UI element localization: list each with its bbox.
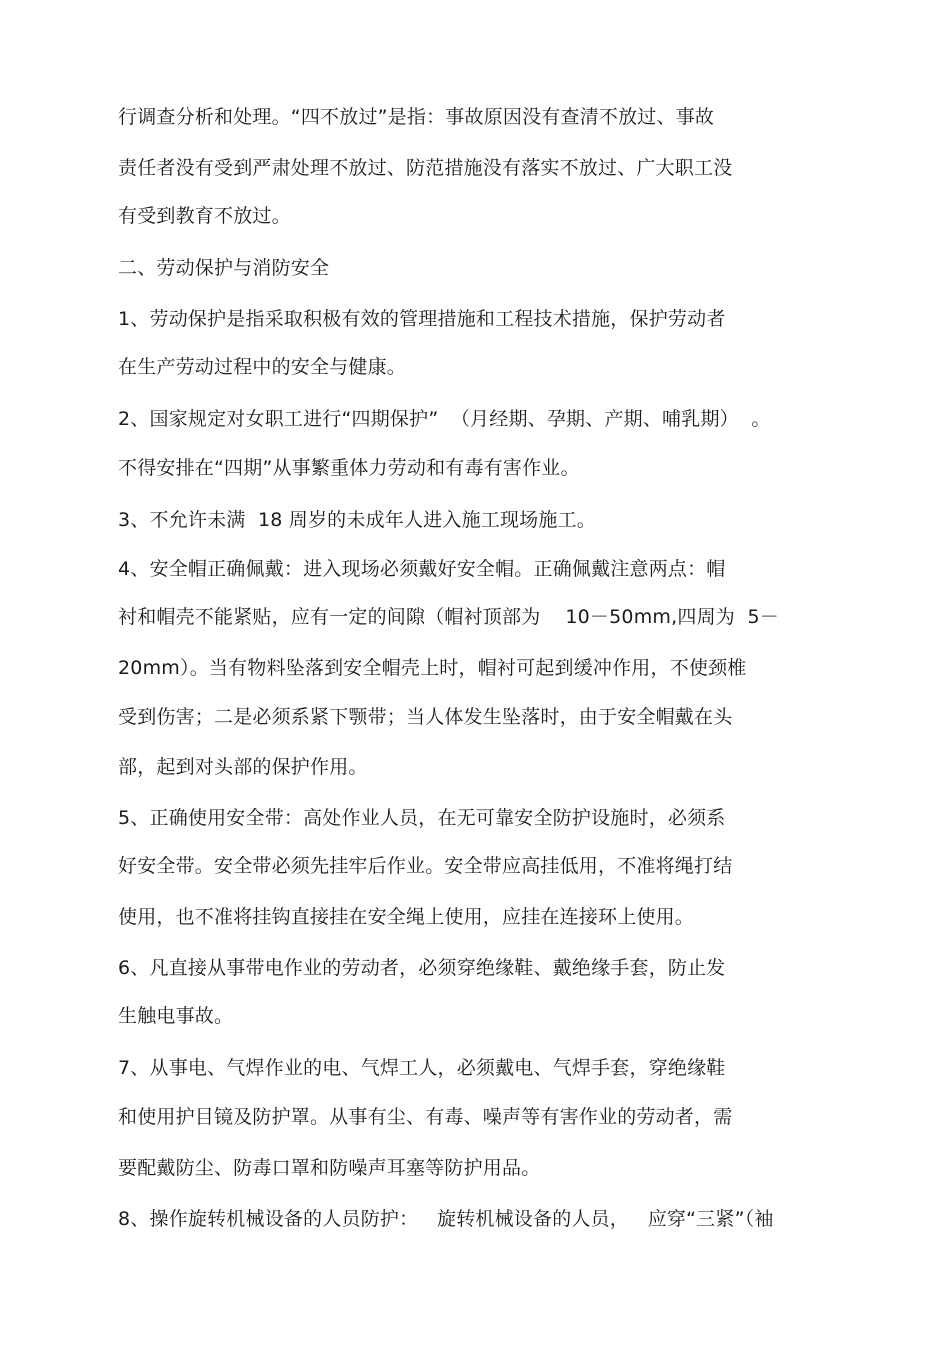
text-line: 部，起到对头部的保护作用。 [118, 756, 368, 778]
text-line: 5、正确使用安全带：高处作业人员，在无可靠安全防护设施时，必须系 [118, 807, 726, 829]
text-line: 20mm）。当有物料坠落到安全帽壳上时，帽衬可起到缓冲作用，不使颈椎 [118, 657, 747, 679]
text-line: 好安全带。安全带必须先挂牢后作业。安全带应高挂低用，不准将绳打结 [118, 855, 733, 877]
text-line: 6、凡直接从事带电作业的劳动者，必须穿绝缘鞋、戴绝缘手套，防止发 [118, 957, 726, 979]
text-line: 7、从事电、气焊作业的电、气焊工人，必须戴电、气焊手套，穿绝缘鞋 [118, 1057, 726, 1079]
text-line: 要配戴防尘、防毒口罩和防噪声耳塞等防护用品。 [118, 1157, 541, 1179]
text-line: 衬和帽壳不能紧贴，应有一定的间隙（帽衬顶部为 10－50mm,四周为 5－ [118, 606, 779, 628]
text-line: 和使用护目镜及防护罩。从事有尘、有毒、噪声等有害作业的劳动者，需 [118, 1106, 733, 1128]
text-line: 生触电事故。 [118, 1005, 234, 1027]
text-line: 有受到教育不放过。 [118, 205, 291, 227]
text-line: 在生产劳动过程中的安全与健康。 [118, 356, 407, 378]
text-line: 1、劳动保护是指采取积极有效的管理措施和工程技术措施，保护劳动者 [118, 308, 726, 330]
section-heading: 二、劳动保护与消防安全 [118, 257, 330, 279]
text-line: 行调查分析和处理。“四不放过”是指：事故原因没有查清不放过、事故 [118, 106, 715, 128]
text-line: 受到伤害；二是必须系紧下颚带；当人体发生坠落时，由于安全帽戴在头 [118, 706, 733, 728]
text-line: 责任者没有受到严肃处理不放过、防范措施没有落实不放过、广大职工没 [118, 157, 733, 179]
text-line: 3、不允许未满 18 周岁的未成年人进入施工现场施工。 [118, 509, 596, 531]
text-line: 2、国家规定对女职工进行“四期保护” （月经期、孕期、产期、哺乳期） 。 [118, 408, 771, 430]
text-line: 使用，也不准将挂钩直接挂在安全绳上使用，应挂在连接环上使用。 [118, 906, 695, 928]
text-line: 8、操作旋转机械设备的人员防护： 旋转机械设备的人员， 应穿“三紧”（袖 [118, 1208, 774, 1230]
text-line: 4、安全帽正确佩戴：进入现场必须戴好安全帽。正确佩戴注意两点：帽 [118, 558, 726, 580]
text-line: 不得安排在“四期”从事繁重体力劳动和有毒有害作业。 [118, 457, 580, 479]
